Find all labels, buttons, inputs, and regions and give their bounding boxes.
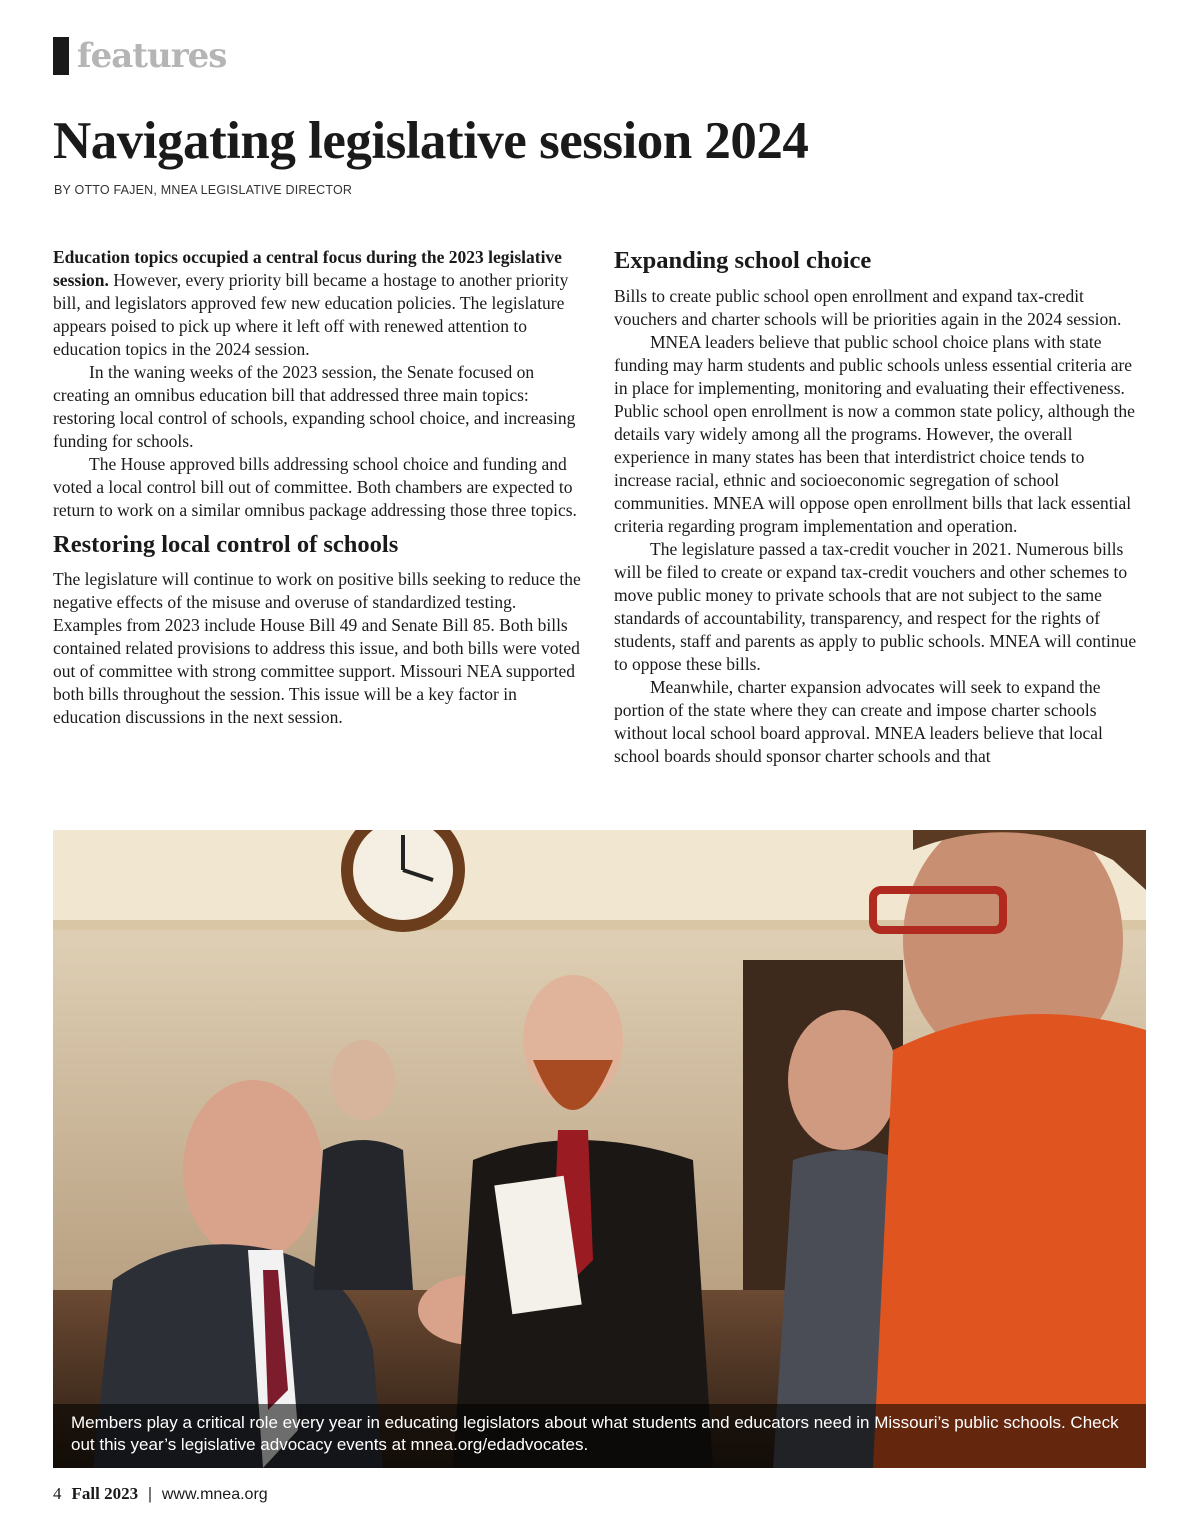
website-link[interactable]: www.mnea.org bbox=[161, 1486, 268, 1503]
body-paragraph: The legislature will continue to work on positive bills seeking to reduce the negative effects of the misuse and overuse of standardized testing. Examples from 2023 include House Bill 49 and Senate Bill 85. Both bills contained related provisions to address this issue, and both bills were voted out of committee with strong committee support. Missouri NEA supported both bills throughout the session. This issue will be a key factor in education discussions in the next session. bbox=[53, 569, 581, 727]
right-column bbox=[614, 246, 1146, 768]
page-footer bbox=[53, 1484, 268, 1504]
issue-label: Fall 2023 bbox=[71, 1484, 139, 1503]
article-title: Navigating legislative session 2024 bbox=[53, 112, 809, 170]
body-paragraph: Bills to create public school open enrollment and expand tax-credit vouchers and charter schools will be priorities again in the 2024 session. bbox=[614, 286, 1122, 329]
lead-paragraph bbox=[53, 246, 588, 361]
body-paragraph: The House approved bills addressing school choice and funding and voted a local control bill out of committee. Both chambers are expected to return to work on a similar omnibus package addressing those three topics. bbox=[53, 454, 577, 520]
body-paragraph: Meanwhile, charter expansion advocates will seek to expand the portion of the state where they can create and impose charter schools without local school board approval. MNEA leaders believe that local school boards should sponsor charter schools and that bbox=[614, 677, 1103, 766]
lead-rest-text: However, every priority bill became a hostage to another priority bill, and legislators approved few new education policies. The legislature appears poised to pick up where it left off with renewed attention to education topics in the 2024 session. bbox=[53, 270, 569, 359]
subheading-local-control: Restoring local control of schools bbox=[53, 531, 399, 558]
body-paragraph: The legislature passed a tax-credit voucher in 2021. Numerous bills will be filed to create or expand tax-credit vouchers and other schemes to move public money to private schools that are not subject to the same standards of accountability, transparency, and respect for the rights of students, staff and parents as apply to public schools. MNEA will continue to oppose these bills. bbox=[614, 539, 1137, 674]
article-photo bbox=[53, 830, 1146, 1468]
photo-caption: Members play a critical role every year in educating legislators about what students and educators need in Missouri’s public schools. Check out this year’s legislative advocacy events at mnea.org/edadvocates. bbox=[53, 1404, 1146, 1468]
subheading-school-choice: Expanding school choice bbox=[614, 247, 872, 274]
section-tag bbox=[53, 36, 226, 76]
section-marker-bar bbox=[53, 37, 69, 75]
body-paragraph: In the waning weeks of the 2023 session, the Senate focused on creating an omnibus education bill that addressed three main topics: restoring local control of schools, expanding school choice, and increasing funding for schools. bbox=[53, 362, 576, 451]
body-paragraph: MNEA leaders believe that public school choice plans with state funding may harm students and public schools unless essential criteria are in place for implementing, monitoring and evaluating their effectiveness. Public school open enrollment is now a common state policy, although the details vary widely among all the programs. However, the overall experience in many states has been that interdistrict choice tends to increase racial, ethnic and socioeconomic segregation of school communities. MNEA will oppose open enrollment bills that lack essential criteria regarding program implementation and operation. bbox=[614, 332, 1135, 536]
section-label: features bbox=[77, 36, 227, 76]
photo-illustration bbox=[53, 830, 1146, 1468]
person-foreground-orange bbox=[873, 830, 1146, 1468]
lead-bold-text: Education topics occupied a central focus during the 2023 legislative session. bbox=[53, 247, 562, 290]
footer-separator: | bbox=[148, 1484, 152, 1503]
page-number: 4 bbox=[53, 1484, 62, 1503]
left-column bbox=[53, 246, 588, 729]
article-byline: BY OTTO FAJEN, MNEA LEGISLATIVE DIRECTOR bbox=[54, 183, 353, 197]
